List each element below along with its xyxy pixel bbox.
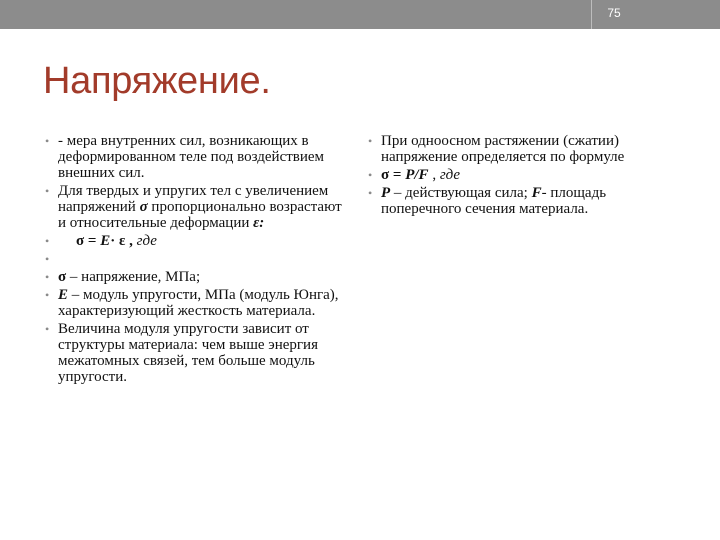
list-item [45,269,350,285]
item-text: – напряжение, МПа; [66,269,201,285]
list-item [368,133,688,165]
left-bullet-list [45,133,350,387]
epsilon-symbol: ε: [253,215,265,231]
E-symbol: E [58,287,69,303]
item-text: Величина модуля упругости зависит от структуры материала: чем выше энергия межатомных связей, тем больше модуль упругости. [58,321,318,385]
bullet-icon: • [368,134,373,148]
formula-PF: P/F [405,167,429,183]
slide-title: Напряжение. [43,60,271,102]
right-bullet-list [368,133,688,219]
item-text: - площадь поперечного сечения материала. [381,185,607,217]
bullet-icon: • [45,322,50,336]
item-text: – действующая сила; [390,185,532,201]
list-item [45,251,350,267]
item-text: – модуль упругости, МПа (модуль Юнга), характеризующий жесткость материала. [58,287,339,319]
bullet-icon: • [45,270,50,284]
bullet-icon: • [45,184,50,198]
item-text: Для твердых и упругих тел с увеличением напряжений [58,183,329,215]
item-text: - мера внутренних сил, возникающих в деформированном теле под воздействием внешних сил. [58,133,325,181]
formula-sep: , [428,167,440,183]
bullet-icon: • [45,234,50,248]
formula-where: где [136,233,157,249]
top-bar-divider [591,0,592,29]
top-bar [0,0,720,29]
list-item [45,321,350,385]
item-text: При одноосном растяжении (сжатии) напряжение определяется по формуле [381,133,625,165]
bullet-icon: • [45,134,50,148]
formula-sigma: σ = [381,167,406,183]
list-item [45,287,350,319]
bullet-icon: • [45,288,50,302]
list-item [45,233,350,249]
item-text: пропорционально возрастают и относительные деформации [58,199,342,231]
sigma-symbol: σ [139,199,148,215]
list-item [368,185,688,217]
F-symbol: F [531,185,542,201]
sigma-symbol: σ [58,269,67,285]
page-number: 75 [607,6,621,20]
list-item [368,167,688,183]
bullet-icon: • [368,186,373,200]
list-item [45,183,350,231]
bullet-icon: • [368,168,373,182]
formula-rest: · ε , [110,233,137,249]
formula-where: где [439,167,461,183]
P-symbol: P [381,185,391,201]
formula-E: E [100,233,111,249]
bullet-icon: • [45,252,50,266]
formula-sigma: σ = [76,233,101,249]
list-item [45,133,350,181]
